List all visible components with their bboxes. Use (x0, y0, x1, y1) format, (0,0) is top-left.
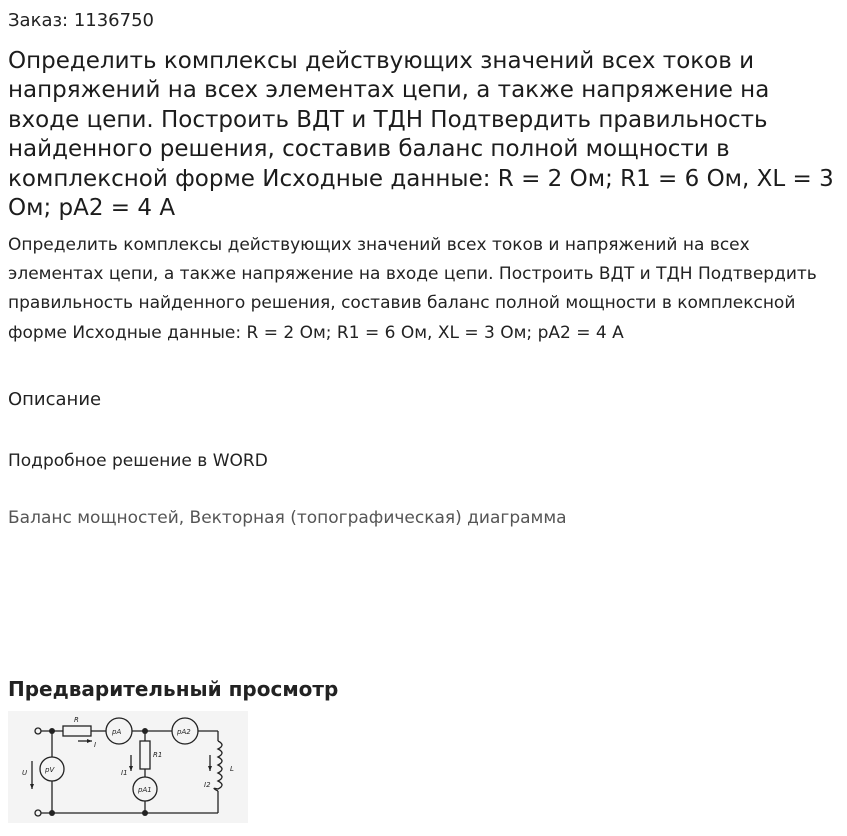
preview-heading: Предварительный просмотр (8, 677, 339, 701)
label-pv: pV (45, 766, 55, 774)
order-number: Заказ: 1136750 (8, 10, 154, 31)
label-u: U (22, 769, 28, 777)
topic-tags: Баланс мощностей, Векторная (топографическая) диаграмма (8, 508, 567, 528)
label-pa: pA (112, 728, 122, 736)
page-title: Определить комплексы действующих значений всех токов и напряжений на всех элементах цепи, а также напряжение на входе цепи. Построить ВДТ и ТДН Подтвердить правильность найденного решения, составив баланс полной мощности в комплексной форме Исходные данные: R = 2 Ом; R1 = 6 Ом, XL = 3 Ом; pA2 = 4 А (8, 48, 834, 222)
solution-format: Подробное решение в WORD (8, 451, 268, 471)
label-i: I (94, 741, 97, 749)
circuit-preview-image[interactable] (8, 711, 248, 823)
label-i1: I1 (121, 769, 128, 777)
label-i2: I2 (204, 781, 211, 789)
label-pa1: pA1 (138, 786, 152, 794)
circuit-diagram (8, 711, 248, 823)
description-label: Описание (8, 389, 102, 410)
label-r: R (74, 716, 79, 724)
label-l: L (230, 765, 234, 773)
label-r1: R1 (153, 751, 163, 759)
task-description: Определить комплексы действующих значений всех токов и напряжений на всех элементах цепи, а также напряжение на входе цепи. Построить ВДТ и ТДН Подтвердить правильность найденного решения, составив баланс полной мощности в комплексной форме Исходные данные: R = 2 Ом; R1 = 6 Ом, XL = 3 Ом; pA2 = 4 А (8, 235, 817, 343)
label-pa2: pA2 (177, 728, 191, 736)
